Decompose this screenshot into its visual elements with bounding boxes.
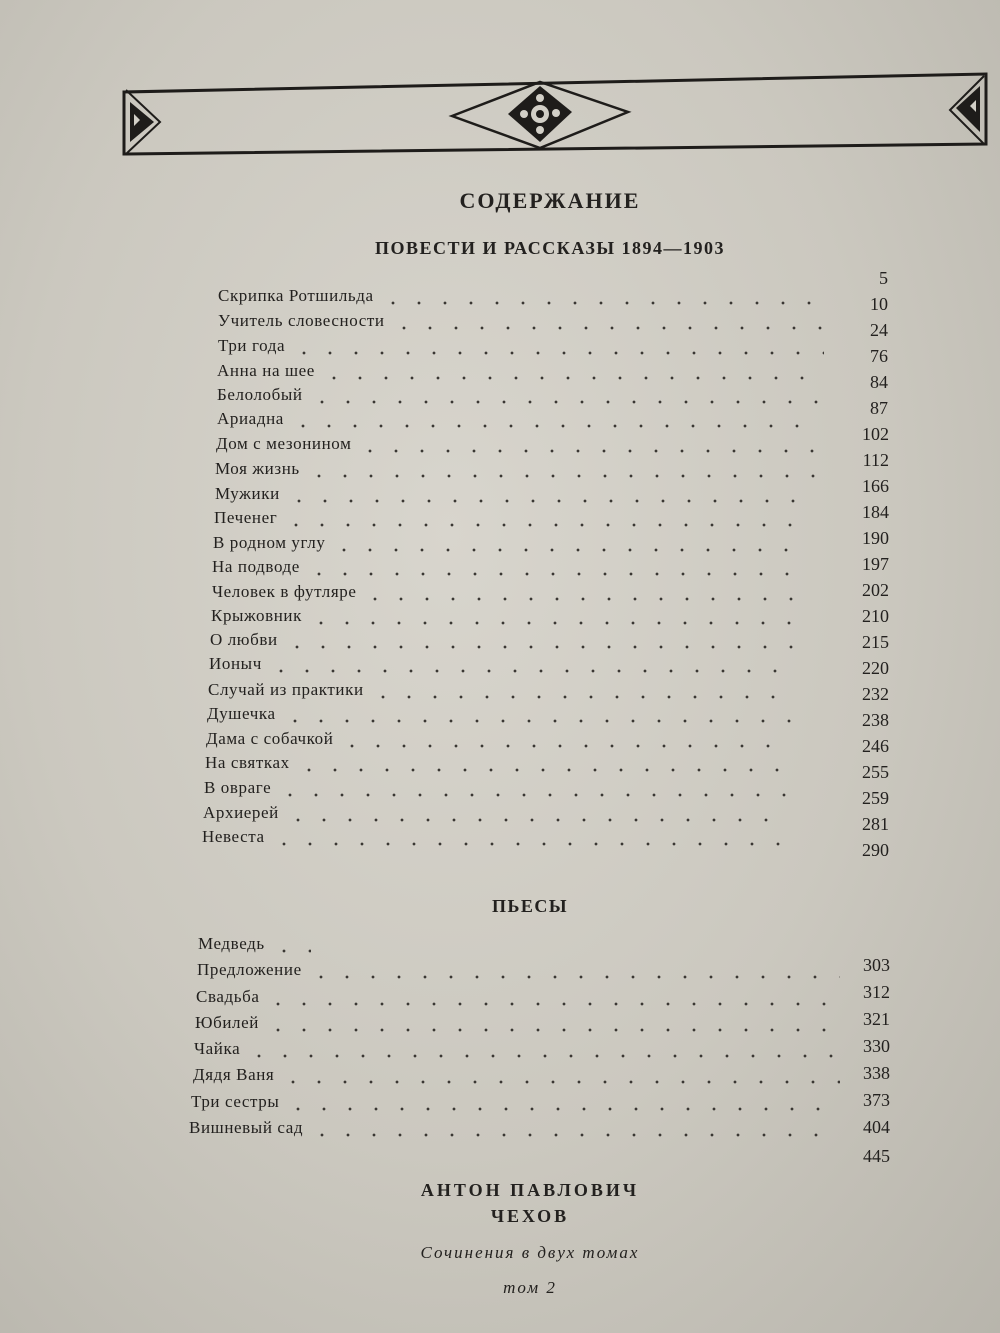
list-item: [215, 478, 813, 504]
page-number: 303: [863, 955, 890, 975]
leader-dots: [280, 1067, 840, 1085]
page-number: 404: [863, 1117, 890, 1137]
list-item: [206, 723, 792, 749]
list-item: [217, 403, 819, 429]
list-item: [202, 821, 784, 847]
page-number: 24: [870, 320, 888, 340]
page-number: 312: [863, 982, 890, 1002]
entry-title: Невеста: [202, 827, 265, 846]
list-item: [214, 502, 811, 528]
leader-dots: [265, 989, 840, 1007]
entry-title: Учитель словесности: [218, 311, 385, 330]
list-item: [198, 928, 778, 954]
leader-dots: [246, 1041, 840, 1059]
entry-title: Душечка: [207, 704, 276, 723]
leader-dots: [380, 288, 828, 306]
list-item: [195, 1007, 840, 1033]
entry-title: Скрипка Ротшильда: [218, 286, 374, 305]
leader-dots: [306, 461, 815, 479]
page-number: 232: [862, 684, 889, 704]
entry-title: Три сестры: [191, 1092, 280, 1111]
list-item: [215, 453, 815, 479]
entry-title: Юбилей: [195, 1013, 259, 1032]
entry-title: Архиерей: [203, 803, 279, 822]
page-number: 76: [870, 346, 888, 366]
leader-dots: [282, 706, 794, 724]
leader-dots: [265, 1015, 840, 1033]
page-number: 281: [862, 814, 889, 834]
list-item: [218, 305, 826, 331]
ornament-banner: [120, 62, 990, 158]
leader-dots: [306, 559, 807, 577]
entry-title: Человек в футляре: [212, 582, 357, 601]
page-number: 112: [862, 450, 889, 470]
entry-title: Ариадна: [217, 409, 284, 428]
entry-title: О любви: [210, 630, 278, 649]
list-item: [213, 527, 809, 553]
entry-title: Печенег: [214, 508, 278, 527]
page-number: 255: [862, 762, 889, 782]
leader-dots: [283, 510, 811, 528]
list-item: [189, 1112, 840, 1138]
entry-title: В родном углу: [213, 533, 326, 552]
list-item: [208, 674, 796, 700]
leader-dots: [308, 962, 840, 980]
list-item: [217, 355, 822, 381]
leader-dots: [291, 338, 824, 356]
list-item: [203, 797, 786, 823]
page-number: 445: [863, 1146, 890, 1166]
list-item: [218, 280, 828, 306]
list-item: [209, 648, 799, 674]
list-item: [204, 772, 788, 798]
leader-dots: [277, 780, 788, 798]
list-item: [191, 1086, 840, 1112]
list-item: [212, 551, 807, 577]
leader-dots: [357, 436, 817, 454]
page-number: 338: [863, 1063, 890, 1083]
list-item: [218, 330, 824, 356]
entry-title: Крыжовник: [211, 606, 302, 625]
list-item: [193, 1059, 840, 1085]
list-item: [216, 428, 817, 454]
entry-title: В овраге: [204, 778, 272, 797]
author-name-first: АНТОН ПАВЛОВИЧ: [420, 1180, 640, 1200]
list-item: [207, 698, 794, 724]
entry-title: Белолобый: [217, 385, 303, 404]
page-number: 330: [863, 1036, 890, 1056]
entry-title: Дядя Ваня: [193, 1065, 275, 1084]
entry-title: На святках: [205, 753, 290, 772]
entry-title: На подводе: [212, 557, 300, 576]
entry-title: Медведь: [198, 934, 265, 953]
page-number: 202: [862, 580, 889, 600]
page-number: 10: [870, 294, 888, 314]
list-item: [217, 379, 821, 405]
entry-title: Мужики: [215, 484, 280, 503]
contents-title: СОДЕРЖАНИЕ: [459, 188, 641, 213]
section-title-stories: ПОВЕСТИ И РАССКАЗЫ 1894—1903: [374, 238, 726, 258]
list-item: [212, 576, 805, 602]
leader-dots: [271, 936, 311, 954]
entry-title: Свадьба: [196, 987, 260, 1006]
list-item: [194, 1033, 840, 1059]
list-item: [197, 954, 840, 980]
entry-title: Дама с собачкой: [206, 729, 334, 748]
entry-title: Вишневый сад: [189, 1118, 304, 1137]
leader-dots: [296, 755, 790, 773]
volume-label: том 2: [503, 1278, 557, 1297]
page-number: 290: [862, 840, 889, 860]
page-number: 84: [870, 372, 888, 392]
page-number: 238: [862, 710, 889, 730]
entry-title: Моя жизнь: [215, 459, 300, 478]
entry-title: Анна на шее: [217, 361, 315, 380]
list-item: [205, 747, 790, 773]
page-number: 215: [862, 632, 889, 652]
list-item: [196, 981, 840, 1007]
entry-title: Три года: [218, 336, 286, 355]
page-number: 246: [862, 736, 889, 756]
page-number: 5: [879, 268, 888, 288]
leader-dots: [309, 1120, 840, 1138]
ornament-icon: [120, 62, 990, 158]
page-number: 220: [862, 658, 889, 678]
section-title-plays: ПЬЕСЫ: [491, 896, 569, 916]
entry-title: Дом с мезонином: [216, 434, 352, 453]
leader-dots: [290, 411, 819, 429]
entry-title: Случай из практики: [208, 680, 364, 699]
entry-title: Предложение: [197, 960, 302, 979]
leader-dots: [268, 656, 799, 674]
page-number: 259: [862, 788, 889, 808]
list-item: [211, 600, 803, 626]
page-number: 102: [862, 424, 889, 444]
author-name-last: ЧЕХОВ: [490, 1206, 570, 1226]
leader-dots: [285, 1094, 840, 1112]
leader-dots: [391, 313, 826, 331]
page-number: 321: [863, 1009, 890, 1029]
page-number: 373: [863, 1090, 890, 1110]
entry-title: Ионыч: [209, 654, 262, 673]
page-number: 184: [862, 502, 889, 522]
page-number: 87: [870, 398, 888, 418]
page-number: 190: [862, 528, 889, 548]
page-number: 166: [862, 476, 889, 496]
page-number: 197: [862, 554, 889, 574]
entry-title: Чайка: [194, 1039, 241, 1058]
edition-title: Сочинения в двух томах: [420, 1243, 640, 1262]
list-item: [210, 624, 801, 650]
leader-dots: [271, 829, 784, 847]
page-number: 210: [862, 606, 889, 626]
